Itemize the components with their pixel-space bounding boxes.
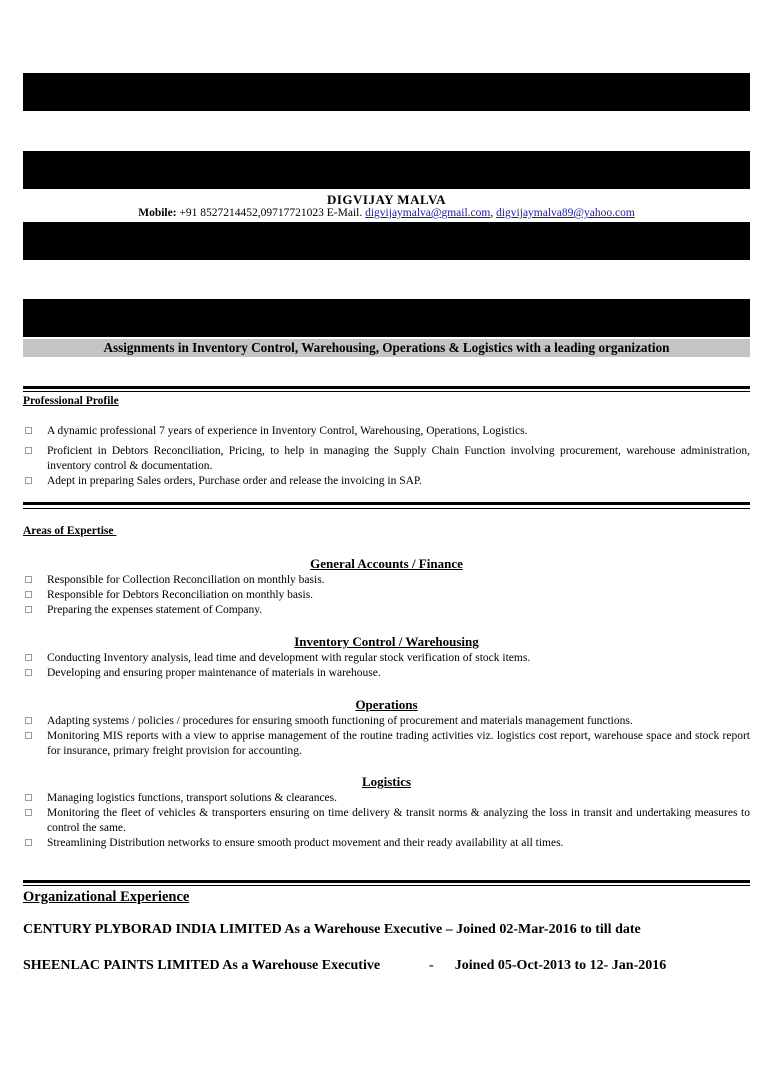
list-item-text: Responsible for Debtors Reconciliation on monthly basis. [47,589,314,601]
list-item-text: Streamlining Distribution networks to ensure smooth product movement and their ready availability at all times. [47,837,564,849]
profile-list [23,424,750,489]
profile-heading: Professional Profile [23,395,119,407]
list-item-text: Proficient in Debtors Reconciliation, Pricing, to help in managing the Supply Chain Function involving procurement, warehouse administration, inventory control & documentation. [47,445,750,472]
inventory-list [23,651,750,681]
checkbox-bullet-icon [25,427,32,434]
experience-heading: Organizational Experience [23,889,190,905]
checkbox-bullet-icon [25,591,32,598]
checkbox-bullet-icon [25,669,32,676]
finance-list [23,573,750,618]
list-item-text: Adept in preparing Sales orders, Purchase order and release the invoicing in SAP. [47,475,422,487]
list-item [23,651,750,666]
list-item [23,603,750,618]
checkbox-bullet-icon [25,447,32,454]
checkbox-bullet-icon [25,732,32,739]
list-item-text: Conducting Inventory analysis, lead time and development with regular stock verification of stock items. [47,652,531,664]
redaction-bar-3 [23,222,750,260]
operations-heading: Operations [355,697,418,712]
inventory-heading: Inventory Control / Warehousing [294,634,479,649]
list-item [23,836,750,851]
contact-line [23,207,750,219]
contact-phones: +91 8527214452,09717721023 E-Mail. [176,207,366,219]
list-item-text: Monitoring MIS reports with a view to apprise management of the routine trading activities viz. logistics cost report, warehouse space and stock report for insurance, primary freight provision for accounting. [47,730,750,757]
candidate-name: DIGVIJAY MALVA [326,192,447,207]
expertise-heading: Areas of Expertise [23,525,117,537]
email-secondary-link[interactable]: digvijaymalva89@yahoo.com [496,207,635,219]
section-divider [23,508,750,509]
list-item [23,474,750,489]
list-item [23,791,750,806]
list-item [23,729,750,759]
list-item-text: Adapting systems / policies / procedures for ensuring smooth functioning of procurement and materials management functions. [47,715,633,727]
logistics-heading: Logistics [361,774,412,789]
list-item [23,444,750,474]
email-separator: , [490,207,497,219]
logistics-list [23,791,750,851]
checkbox-bullet-icon [25,606,32,613]
checkbox-bullet-icon [25,839,32,846]
list-item [23,806,750,836]
section-divider [23,386,750,389]
checkbox-bullet-icon [25,654,32,661]
objective-banner: Assignments in Inventory Control, Warehousing, Operations & Logistics with a leading organization [23,339,750,357]
redaction-bar-2 [23,151,750,189]
section-divider [23,391,750,392]
section-divider [23,885,750,886]
section-divider [23,880,750,883]
list-item [23,588,750,603]
list-item [23,666,750,681]
list-item-text: Responsible for Collection Reconciliation on monthly basis. [47,574,325,586]
section-divider [23,502,750,505]
mobile-label: Mobile: [138,207,177,219]
job-entry-sheenlac: SHEENLAC PAINTS LIMITED As a Warehouse Executive - Joined 05-Oct-2013 to 12- Jan-2016 [23,958,667,973]
list-item [23,573,750,588]
email-primary-link[interactable]: digvijaymalva@gmail.com [365,207,491,219]
list-item-text: Preparing the expenses statement of Company. [47,604,263,616]
list-item [23,714,750,729]
operations-list [23,714,750,759]
checkbox-bullet-icon [25,809,32,816]
finance-heading: General Accounts / Finance [310,556,463,571]
checkbox-bullet-icon [25,794,32,801]
list-item-text: Monitoring the fleet of vehicles & transporters ensuring on time delivery & transit norms & analyzing the loss in transit and undertaking measures to control the same. [47,807,750,834]
checkbox-bullet-icon [25,576,32,583]
redaction-bar-4 [23,299,750,337]
list-item-text: Developing and ensuring proper maintenance of materials in warehouse. [47,667,381,679]
checkbox-bullet-icon [25,717,32,724]
list-item-text: A dynamic professional 7 years of experience in Inventory Control, Warehousing, Operations, Logistics. [47,425,528,437]
job-entry-century: CENTURY PLYBORAD INDIA LIMITED As a Warehouse Executive – Joined 02-Mar-2016 to till date [23,922,641,937]
checkbox-bullet-icon [25,477,32,484]
list-item [23,424,750,439]
list-item-text: Managing logistics functions, transport solutions & clearances. [47,792,337,804]
redaction-bar-1 [23,73,750,111]
